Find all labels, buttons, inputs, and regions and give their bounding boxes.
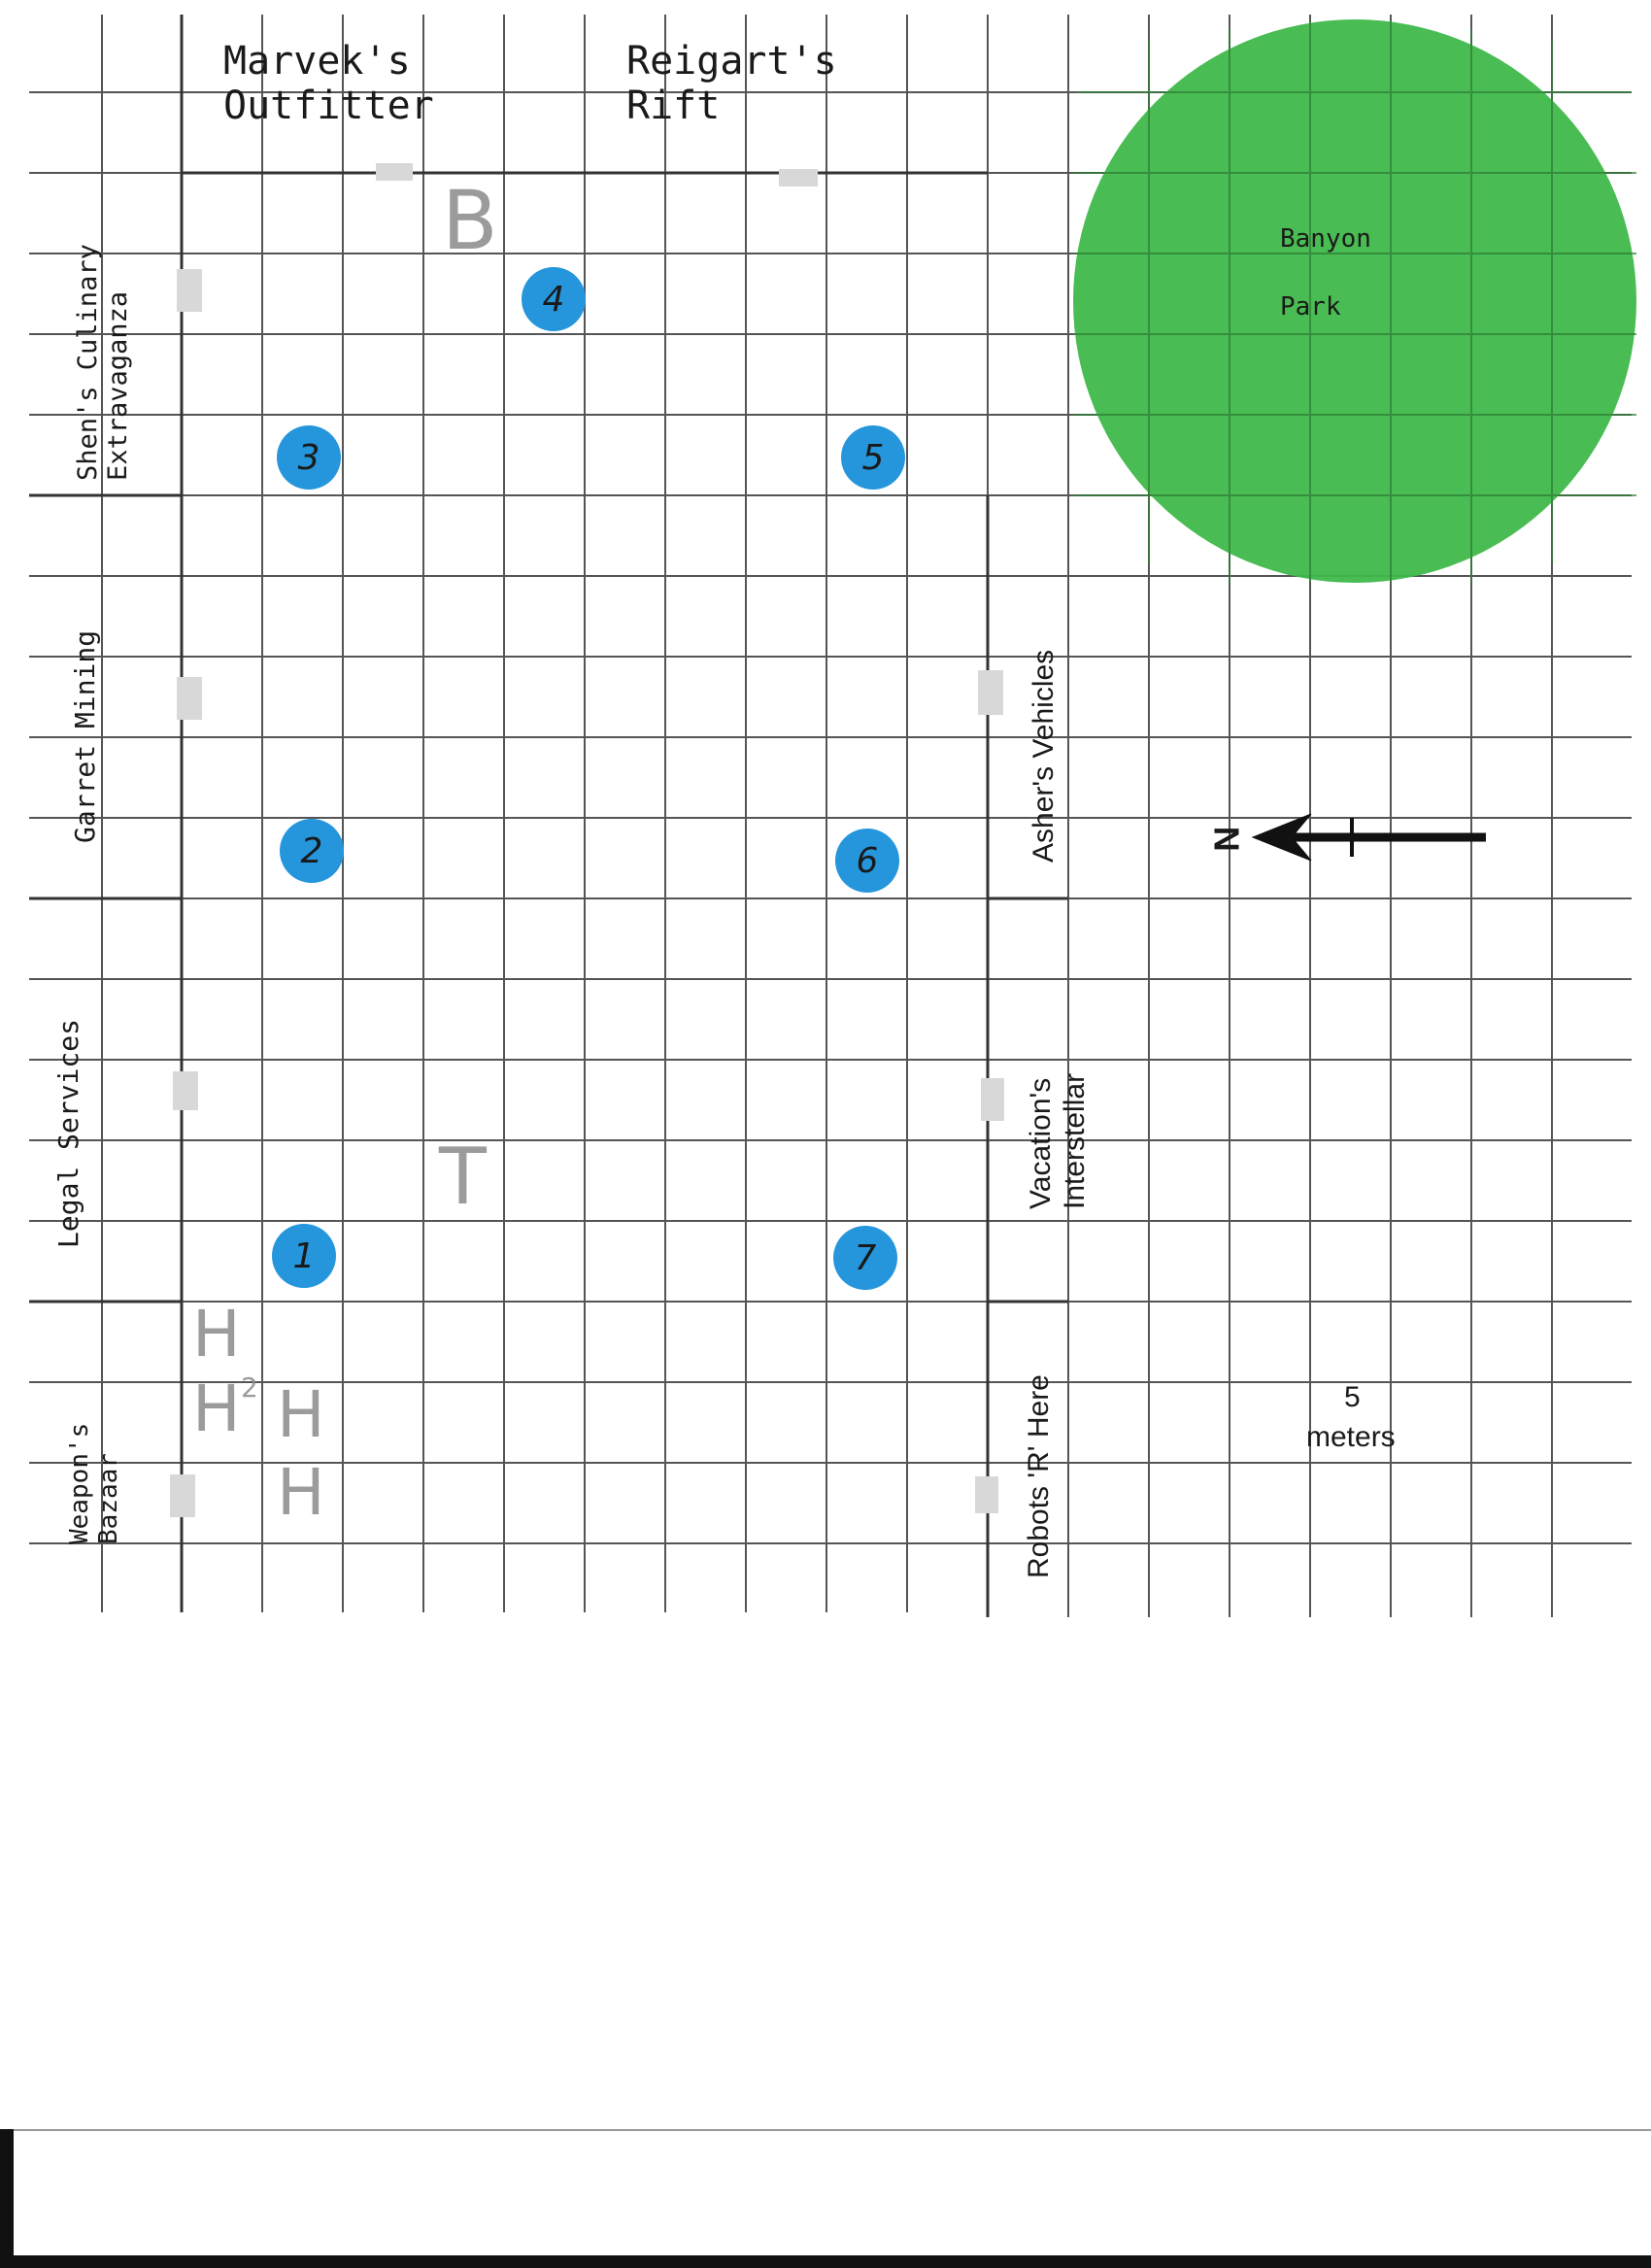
park-label: Banyon <box>1280 224 1371 254</box>
scan-border <box>0 2129 14 2268</box>
location-marker-1: 1 <box>272 1224 336 1288</box>
pencil-mark-h: H <box>277 1377 325 1452</box>
pencil-mark-h: H <box>277 1455 325 1530</box>
store-label-marveks: Marvek's Outfitter <box>223 39 434 128</box>
compass-north-label: N <box>1206 826 1247 852</box>
pencil-mark-h: H <box>192 1371 241 1446</box>
door-marker <box>981 1078 1004 1121</box>
door-marker <box>170 1474 195 1517</box>
store-label-weapons: Weapon's Bazaar <box>65 1422 123 1544</box>
door-marker <box>177 677 202 720</box>
location-marker-6: 6 <box>835 829 899 893</box>
page-divider <box>0 2129 1651 2131</box>
door-marker <box>975 1476 998 1513</box>
store-label-legal: Legal Services <box>52 1018 84 1248</box>
store-label-shens: Shen's Culinary Extravaganza <box>73 244 134 481</box>
scale-value: 5 <box>1344 1381 1361 1413</box>
store-label-garret: Garret Mining <box>69 629 101 843</box>
location-marker-7: 7 <box>833 1226 897 1290</box>
pencil-mark-t: T <box>439 1132 487 1222</box>
door-marker <box>376 163 413 181</box>
store-label-vacations: Vacation's Interstellar <box>1025 1072 1091 1209</box>
scan-border <box>0 2255 1651 2268</box>
store-label-reigarts: Reigart's Rift <box>626 39 837 128</box>
park-label: Park <box>1280 292 1341 322</box>
location-marker-5: 5 <box>841 425 905 490</box>
pencil-mark-superscript: 2 <box>241 1371 258 1404</box>
scale-unit: meters <box>1306 1421 1396 1453</box>
store-label-robots: Robots 'R' Here <box>1023 1374 1055 1578</box>
north-arrow-icon <box>1253 814 1486 861</box>
door-marker <box>978 670 1003 715</box>
location-marker-4: 4 <box>522 267 586 331</box>
door-marker <box>779 169 818 186</box>
pencil-mark-h: H <box>192 1297 241 1371</box>
location-marker-3: 3 <box>277 425 341 490</box>
door-marker <box>177 269 202 312</box>
pencil-mark-b: B <box>442 173 498 268</box>
store-label-ashers: Asher's Vehicles <box>1028 649 1060 863</box>
door-marker <box>173 1071 198 1110</box>
location-marker-2: 2 <box>280 819 344 883</box>
